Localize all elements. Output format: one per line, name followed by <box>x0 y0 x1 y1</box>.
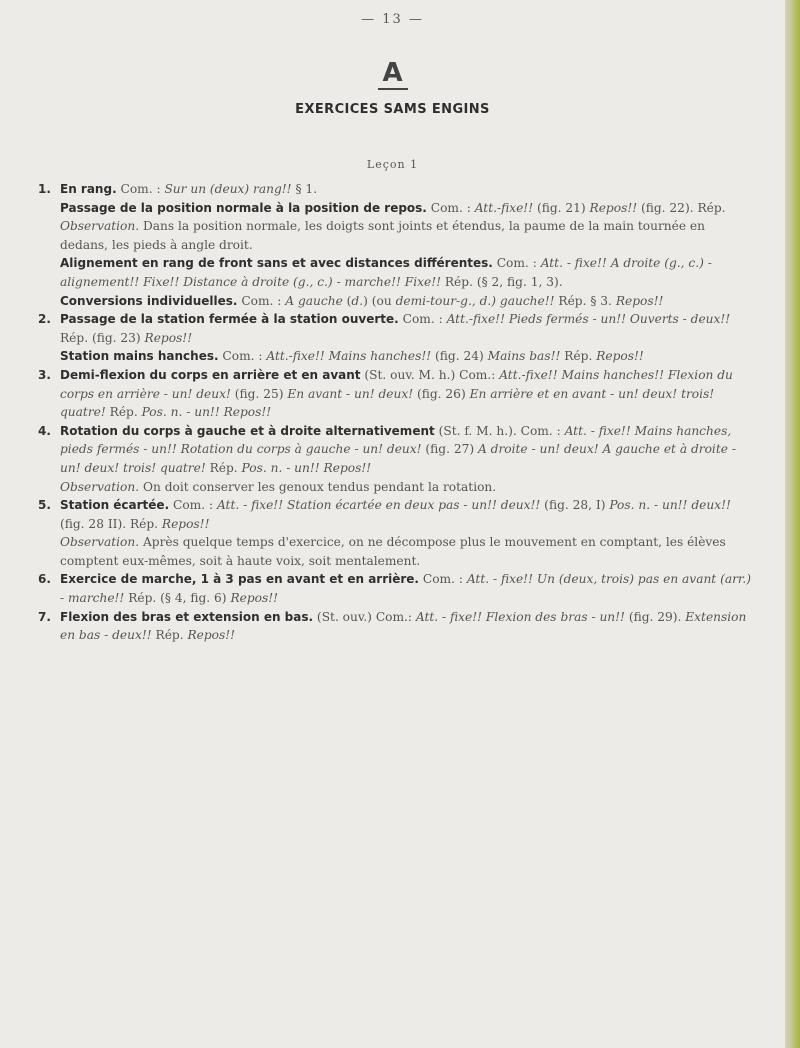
command-text: Observation. <box>60 479 140 494</box>
body-text: Rép. <box>105 405 142 420</box>
command-text: Observation. <box>60 219 140 234</box>
command-text: Att.-fixe!! <box>474 200 534 215</box>
exercise-number: 4. <box>38 423 51 438</box>
body-text: (St. ouv. M. h.) Com.: <box>360 367 500 382</box>
body-text: (fig. 26) <box>413 386 470 401</box>
command-text: Pos. n. - un!! deux!! <box>609 498 731 513</box>
command-text: Repos!! <box>615 293 664 308</box>
body-text: Com. : <box>426 200 475 215</box>
command-text: Mains bas!! <box>487 349 561 364</box>
body-text: (fig. 22). Rép. <box>637 200 726 215</box>
paragraph-p7 <box>38 347 752 366</box>
exercise-number: 6. <box>38 572 51 587</box>
command-text: Att. - fixe!! Mains hanches, pieds fermés - un!! Rotation du corps à gauche - un! deux! <box>60 423 732 457</box>
command-text: Repos!! <box>161 516 210 531</box>
body-text: Com. : <box>492 256 541 271</box>
exercise-title: Passage de la position normale à la position de repos. <box>60 200 427 215</box>
command-text: Repos!! <box>144 330 193 345</box>
exercise-title: Rotation du corps à gauche et à droite alternativement <box>60 423 435 438</box>
body-text: Rép. <box>205 460 242 475</box>
command-text: Att.-fixe!! Pieds fermés - un!! Ouverts - deux!! <box>446 312 731 327</box>
paragraph-p10 <box>38 478 752 497</box>
exercise-text <box>38 180 752 645</box>
section-letter <box>0 60 785 90</box>
body-text: (fig. 25) <box>230 386 288 401</box>
exercise-title: Passage de la station fermée à la station ouverte. <box>60 312 399 327</box>
command-text: Att.-fixe!! Mains hanches!! Flexion du corps en arrière - un! deux! <box>60 367 733 401</box>
section-letter-underline <box>378 88 408 90</box>
exercise-number: 5. <box>38 498 51 513</box>
body-text: Com. : <box>419 572 467 587</box>
paragraph-p1 <box>38 180 752 199</box>
paragraph-p6 <box>38 310 752 347</box>
command-text: Repos!! <box>589 200 638 215</box>
exercise-title: Exercice de marche, 1 à 3 pas en avant et en arrière. <box>60 572 419 587</box>
command-text: En avant - un! deux! <box>287 386 414 401</box>
body-text: Rép. <box>560 349 597 364</box>
body-text: Après quelque temps d'exercice, on ne décompose plus le mouvement en comptant, les élèves comptent eux-mêmes, soit à haute voix, soit mentalement. <box>60 535 726 568</box>
exercise-number: 1. <box>38 182 51 196</box>
command-text: Att. - fixe!! Station écartée en deux pas - un!! deux!! <box>216 498 541 513</box>
exercise-title: Station écartée. <box>60 498 170 513</box>
exercise-title: En rang. <box>60 182 117 196</box>
command-text: En arrière et en avant - un! deux! trois! quatre! <box>60 386 715 420</box>
command-text: Att. - fixe!! Un (deux, trois) pas en avant (arr.) - marche!! <box>60 572 752 606</box>
body-text: (fig. 21) <box>533 200 590 215</box>
command-text: A gauche <box>285 293 343 308</box>
main-title: EXERCICES SAMS ENGINS <box>295 102 490 117</box>
command-text: Att.-fixe!! Mains hanches!! <box>266 349 432 364</box>
body-text: Rép. § 3. <box>554 293 616 308</box>
body-text: ) (ou <box>363 293 396 308</box>
paragraph-p4 <box>38 254 752 291</box>
body-text: § 1. <box>291 182 318 196</box>
body-text: (fig. 28, I) <box>540 498 610 513</box>
body-text: Rép. (fig. 23) <box>60 330 145 345</box>
command-text: Observation. <box>60 535 140 550</box>
lesson-heading: Leçon 1 <box>366 158 419 171</box>
body-text: Com. : <box>218 349 267 364</box>
body-text: Com. : <box>116 182 165 196</box>
body-text: (fig. 27) <box>421 442 478 457</box>
paragraph-p2 <box>38 199 752 218</box>
page-edge <box>785 0 800 1048</box>
body-text: Rép. (§ 4, fig. 6) <box>124 591 231 606</box>
command-text: Att. - fixe!! Flexion des bras - un!! <box>415 609 625 624</box>
paragraph-p11 <box>38 496 752 533</box>
command-text: Extension en bas - deux!! <box>60 609 747 643</box>
section-letter-text: A <box>382 58 403 88</box>
paragraph-p12 <box>38 533 752 570</box>
command-text: d. <box>351 293 364 308</box>
command-text: Pos. n. - un!! Repos!! <box>241 460 372 475</box>
exercise-number: 7. <box>38 609 51 624</box>
body-text: Com. : <box>398 312 447 327</box>
body-text: Com. : <box>237 293 286 308</box>
body-text: (St. ouv.) Com.: <box>313 609 416 624</box>
command-text: Repos!! <box>596 349 644 364</box>
exercise-title: Demi-flexion du corps en arrière et en avant <box>60 367 361 382</box>
page-number: — 13 — <box>361 12 424 27</box>
exercise-title: Alignement en rang de front sans et avec distances différentes. <box>60 256 493 271</box>
body-text: (St. f. M. h.). Com. : <box>434 423 565 438</box>
command-text: Repos!! <box>187 628 236 643</box>
paragraph-p9 <box>38 422 752 478</box>
body-text: Com. : <box>169 498 217 513</box>
paragraph-p8 <box>38 366 752 422</box>
body-text: (fig. 29). <box>624 609 686 624</box>
body-text: Dans la position normale, les doigts sont joints et étendus, la paume de la main tournée en dedans, les pieds à angle droit. <box>60 219 705 252</box>
body-text: ( <box>342 293 352 308</box>
command-text: demi-tour-g., d.) gauche!! <box>395 293 555 308</box>
command-text: Att. - fixe!! A droite (g., c.) - alignement!! Fixe!! Distance à droite (g., c.) - marche!! Fixe!! <box>60 256 712 289</box>
command-text: Repos!! <box>230 591 279 606</box>
exercise-number: 2. <box>38 312 51 327</box>
exercise-title: Station mains hanches. <box>60 349 219 364</box>
paragraph-p14 <box>38 608 752 645</box>
paragraph-p3 <box>38 217 752 254</box>
paragraph-p13 <box>38 570 752 607</box>
body-text: Rép. (§ 2, fig. 1, 3). <box>441 274 563 289</box>
body-text: On doit conserver les genoux tendus pendant la rotation. <box>139 479 497 494</box>
exercise-number: 3. <box>38 367 51 382</box>
exercise-title: Conversions individuelles. <box>60 293 238 308</box>
command-text: Pos. n. - un!! Repos!! <box>141 405 272 420</box>
exercise-title: Flexion des bras et extension en bas. <box>60 609 314 624</box>
body-text: (fig. 24) <box>431 349 488 364</box>
command-text: Sur un (deux) rang!! <box>164 182 292 196</box>
body-text: (fig. 28 II). Rép. <box>60 516 162 531</box>
body-text: Rép. <box>151 628 188 643</box>
command-text: A droite - un! deux! A gauche et à droite - un! deux! trois! quatre! <box>60 442 736 475</box>
paragraph-p5 <box>38 292 752 311</box>
